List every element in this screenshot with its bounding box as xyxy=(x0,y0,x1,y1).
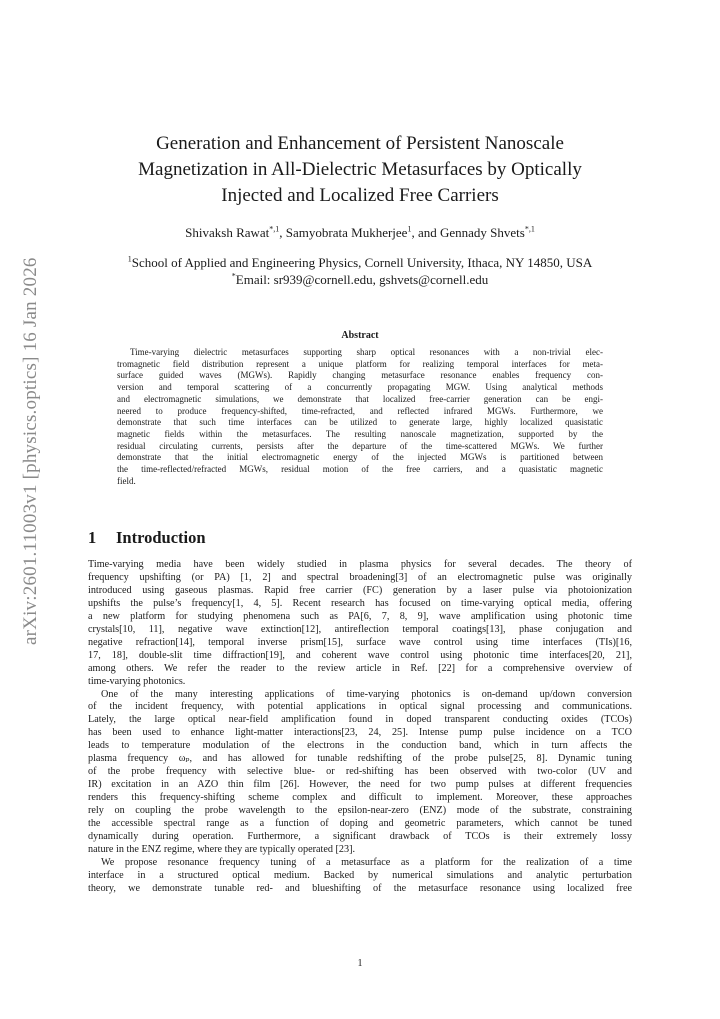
corresponding-mark: * xyxy=(231,271,236,281)
paragraph-line: a new platform for studying phenomena such as PA[6, 7, 8, 9], wave amplification using photonic time xyxy=(88,610,632,622)
abstract-line: neered to produce frequency-shifted, time-refracted, and reflected infrared MGWs. Furthermore, we xyxy=(117,405,603,416)
abstract-line: field. xyxy=(117,475,136,486)
paragraph-line: dynamically during operation. Furthermore, a significant drawback of TCOs is their extremely lossy xyxy=(88,831,632,843)
abstract-line: version and temporal scattering of a concurrently propagating MGW. Using analytical methods xyxy=(117,382,603,393)
abstract-heading: Abstract xyxy=(341,330,379,341)
paragraph-line: nature in the ENZ regime, where they are typically operated [23]. xyxy=(88,843,356,855)
paragraph-line: 17, 18], double-slit time diffraction[19], and coherent wave control using photonic time interfaces[20, 21], xyxy=(88,649,632,661)
affiliation-text: School of Applied and Engineering Physics, Cornell University, Ithaca, NY 14850, USA xyxy=(131,255,593,270)
abstract-line: demonstrate that the initial electromagnetic energy of the injected MGWs is partitioned between xyxy=(117,452,603,463)
paragraph-line: time-varying photonics. xyxy=(88,675,186,687)
abstract-line: residual circulating currents, persists after the departure of the time-scattered MGWs. We further xyxy=(117,440,603,451)
section-number: 1 xyxy=(88,528,97,547)
title-line: Injected and Localized Free Carriers xyxy=(221,185,499,206)
paragraph-line: We propose resonance frequency tuning of a metasurface as a platform for the realization of a time xyxy=(101,856,632,868)
paragraph-line: crystals[10, 11], negative wave extinction[12], antireflection temporal coatings[13], phase conjugation and xyxy=(88,623,632,635)
paragraph-line: renders this frequency-shifting scheme complex and difficult to implement. Moreover, these approaches xyxy=(88,792,632,804)
paragraph-line: leads to temperature modulation of the electrons in the conduction band, which in turn affects the xyxy=(88,740,632,752)
paragraph-line: rely on coupling the probe wavelength to the epsilon-near-zero (ENZ) mode of the substrate, constraining xyxy=(88,805,632,817)
abstract-line: magnetic fields within the metasurfaces. The resulting nanoscale magnetization, supported by the xyxy=(117,428,603,439)
page-number: 1 xyxy=(357,958,363,969)
body-text xyxy=(88,559,632,896)
abstract-line: demonstrate that such time interfaces can be utilized to generate large, highly localized quasistatic xyxy=(117,417,603,428)
paragraph-line: Time-varying media have been widely studied in plasma physics for several decades. The theory of xyxy=(88,559,632,570)
paper-title xyxy=(88,131,632,209)
affiliation-block xyxy=(88,254,632,288)
author-list xyxy=(88,225,632,241)
author-name: Shivaksh Rawat xyxy=(185,225,270,240)
affiliation-mark: 1 xyxy=(127,254,132,264)
paragraph-line: of the probe frequency with selective blue- or red-shifting has been observed with two-color (UV and xyxy=(88,766,632,778)
abstract-line: and electromagnetic simulations, we demonstrate that localized free-carrier generation can be engi- xyxy=(117,393,603,404)
author-affiliation-mark: *,1 xyxy=(524,224,535,234)
abstract-body xyxy=(117,347,603,487)
paragraph-line: One of the many interesting applications of time-varying photonics is on-demand up/down conversion xyxy=(101,688,632,700)
paragraph-line: the accessible spectral range as a function of doping and geometric parameters, which cannot be tuned xyxy=(88,818,632,830)
abstract-line: tromagnetic field distribution represent a unique platform for realizing temporal interfaces for meta- xyxy=(117,358,603,369)
paragraph-line: negative refraction[14], temporal inverse prism[15], surface wave control using time interfaces (TIs)[16, xyxy=(88,636,632,648)
title-line: Magnetization in All-Dielectric Metasurfaces by Optically xyxy=(138,159,582,180)
paragraph-line: theory, we demonstrate tunable red- and blueshifting of the metasurface resonance using localized free xyxy=(88,882,632,894)
author-name: , and Gennady Shvets xyxy=(411,225,525,240)
contact-email xyxy=(88,271,632,288)
paragraph-line: has been used to enhance light-matter interactions[23, 24, 25]. Intense pump pulse incidence on a TCO xyxy=(88,727,632,739)
paragraph-line: among others. We refer the reader to the review article in Ref. [22] for a comprehensive overview of xyxy=(88,662,632,674)
paragraph-line: introduced using gaseous plasmas. Rapid free carrier (FC) generation by a laser pulse via photoionization xyxy=(88,584,632,596)
paragraph-line: of the incident frequency, with potential applications in optical signal processing and communications. xyxy=(88,701,632,713)
paragraph-line: Lately, the large optical near-field amplification found in doped transparent conducting oxides (TCOs) xyxy=(88,714,632,726)
paragraph-line: frequency upshifting (or PA) [1, 2] and spectral broadening[3] of an electromagnetic pulse was originally xyxy=(88,571,632,583)
affiliation xyxy=(88,254,632,271)
paragraph-line: plasma frequency ωₚ, and has allowed for tunable redshifting of the probe pulse[25, 8]. Dynamic tuning xyxy=(88,753,632,765)
author-name: , Samyobrata Mukherjee xyxy=(279,225,408,240)
section-title: Introduction xyxy=(116,528,206,547)
abstract-line: Time-varying dielectric metasurfaces supporting sharp optical resonances with a non-trivial elec- xyxy=(130,347,603,357)
author-affiliation-mark: 1 xyxy=(407,224,412,234)
author-affiliation-mark: *,1 xyxy=(269,224,280,234)
abstract-line: surface guided waves (MGWs). Rapidly changing metasurface resonance enables frequency con- xyxy=(117,370,603,381)
arxiv-identifier: arXiv:2601.11003v1 [physics.optics] 16 Jan 2026 xyxy=(20,257,41,645)
title-line: Generation and Enhancement of Persistent Nanoscale xyxy=(156,133,564,154)
paragraph-line: IR) excitation in an AZO thin film [26]. However, the need for two pump pulses at different frequencies xyxy=(88,779,632,791)
paragraph-line: interface in a structured optical medium. Backed by numerical simulations and analytic perturbation xyxy=(88,869,632,881)
email-text: Email: sr939@cornell.edu, gshvets@cornell.edu xyxy=(235,272,489,287)
section-heading xyxy=(88,528,206,548)
paragraph-line: upshifts the pulse’s frequency[1, 4, 5]. Recent research has focused on time-varying optical media, offering xyxy=(88,597,632,609)
abstract-line: the time-reflected/refracted MGWs, residual motion of the free carriers, and a quasistatic magnetic xyxy=(117,464,603,475)
